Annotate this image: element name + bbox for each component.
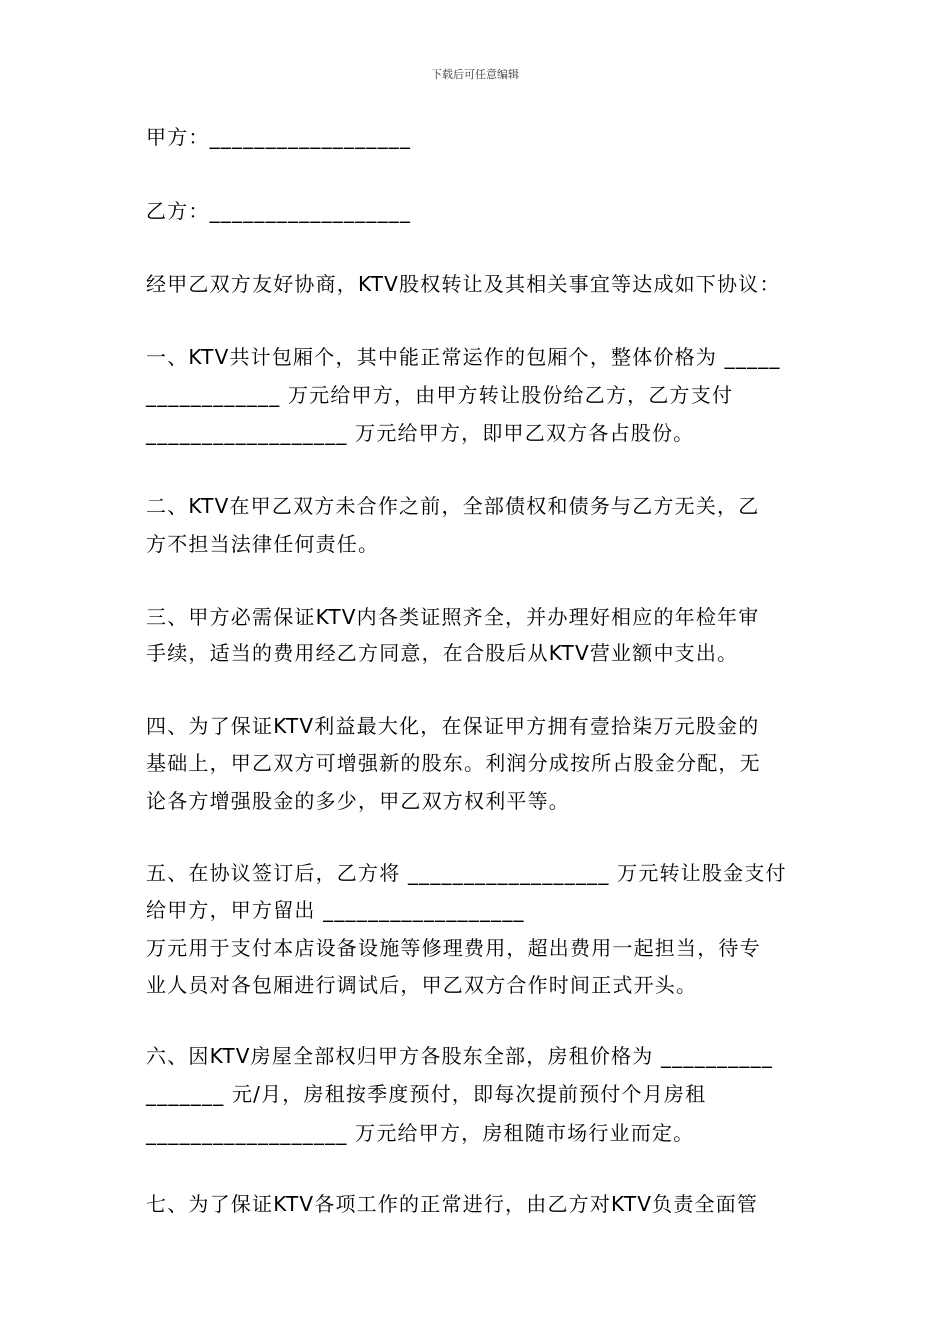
clause-4-line-1: 四、为了保证KTV利益最大化，在保证甲方拥有壹拾柒万元股金的 <box>146 714 760 738</box>
clause-5-line-4: 业人员对各包厢进行调试后，甲乙双方合作时间正式开头。 <box>146 973 698 997</box>
clause-6-line-2: _______ 元/月，房租按季度预付，即每次提前预付个月房租 <box>146 1082 707 1106</box>
intro-line: 经甲乙双方友好协商，KTV股权转让及其相关事宜等达成如下协议： <box>146 272 781 296</box>
clause-3-line-2: 手续，适当的费用经乙方同意，在合股后从KTV营业额中支出。 <box>146 641 739 665</box>
clause-4-line-2: 基础上，甲乙双方可增强新的股东。利润分成按所占股金分配，无 <box>146 751 761 775</box>
party-a-line: 甲方：__________________ <box>146 125 412 149</box>
party-b-line: 乙方：__________________ <box>146 199 412 223</box>
clause-2-line-1: 二、KTV在甲乙双方未合作之前，全部债权和债务与乙方无关，乙 <box>146 494 760 518</box>
header-note: 下载后可任意编辑 <box>431 68 519 81</box>
clause-1-line-1: 一、KTV共计包厢个，其中能正常运作的包厢个，整体价格为 _____ <box>146 345 781 369</box>
clause-6-line-1: 六、因KTV房屋全部权归甲方各股东全部，房租价格为 __________ <box>146 1044 774 1068</box>
clause-1-line-3: __________________ 万元给甲方，即甲乙双方各占股份。 <box>146 421 695 445</box>
clause-1-line-2: ____________ 万元给甲方，由甲方转让股份给乙方，乙方支付 <box>146 383 734 407</box>
clause-5-line-2: 给甲方，甲方留出 __________________ <box>146 898 525 922</box>
clause-6-line-3: __________________ 万元给甲方，房租随市场行业而定。 <box>146 1121 695 1145</box>
clause-2-line-2: 方不担当法律任何责任。 <box>146 532 380 556</box>
clause-4-line-3: 论各方增强股金的多少，甲乙双方权利平等。 <box>146 789 570 813</box>
clause-5-line-1: 五、在协议签订后，乙方将 __________________ 万元转让股金支付 <box>146 861 787 885</box>
clause-5-line-3: 万元用于支付本店设备设施等修理费用，超出费用一起担当，待专 <box>146 936 761 960</box>
clause-3-line-1: 三、甲方必需保证KTV内各类证照齐全，并办理好相应的年检年审 <box>146 605 760 629</box>
clause-7-line-1: 七、为了保证KTV各项工作的正常进行，由乙方对KTV负责全面管 <box>146 1192 759 1216</box>
